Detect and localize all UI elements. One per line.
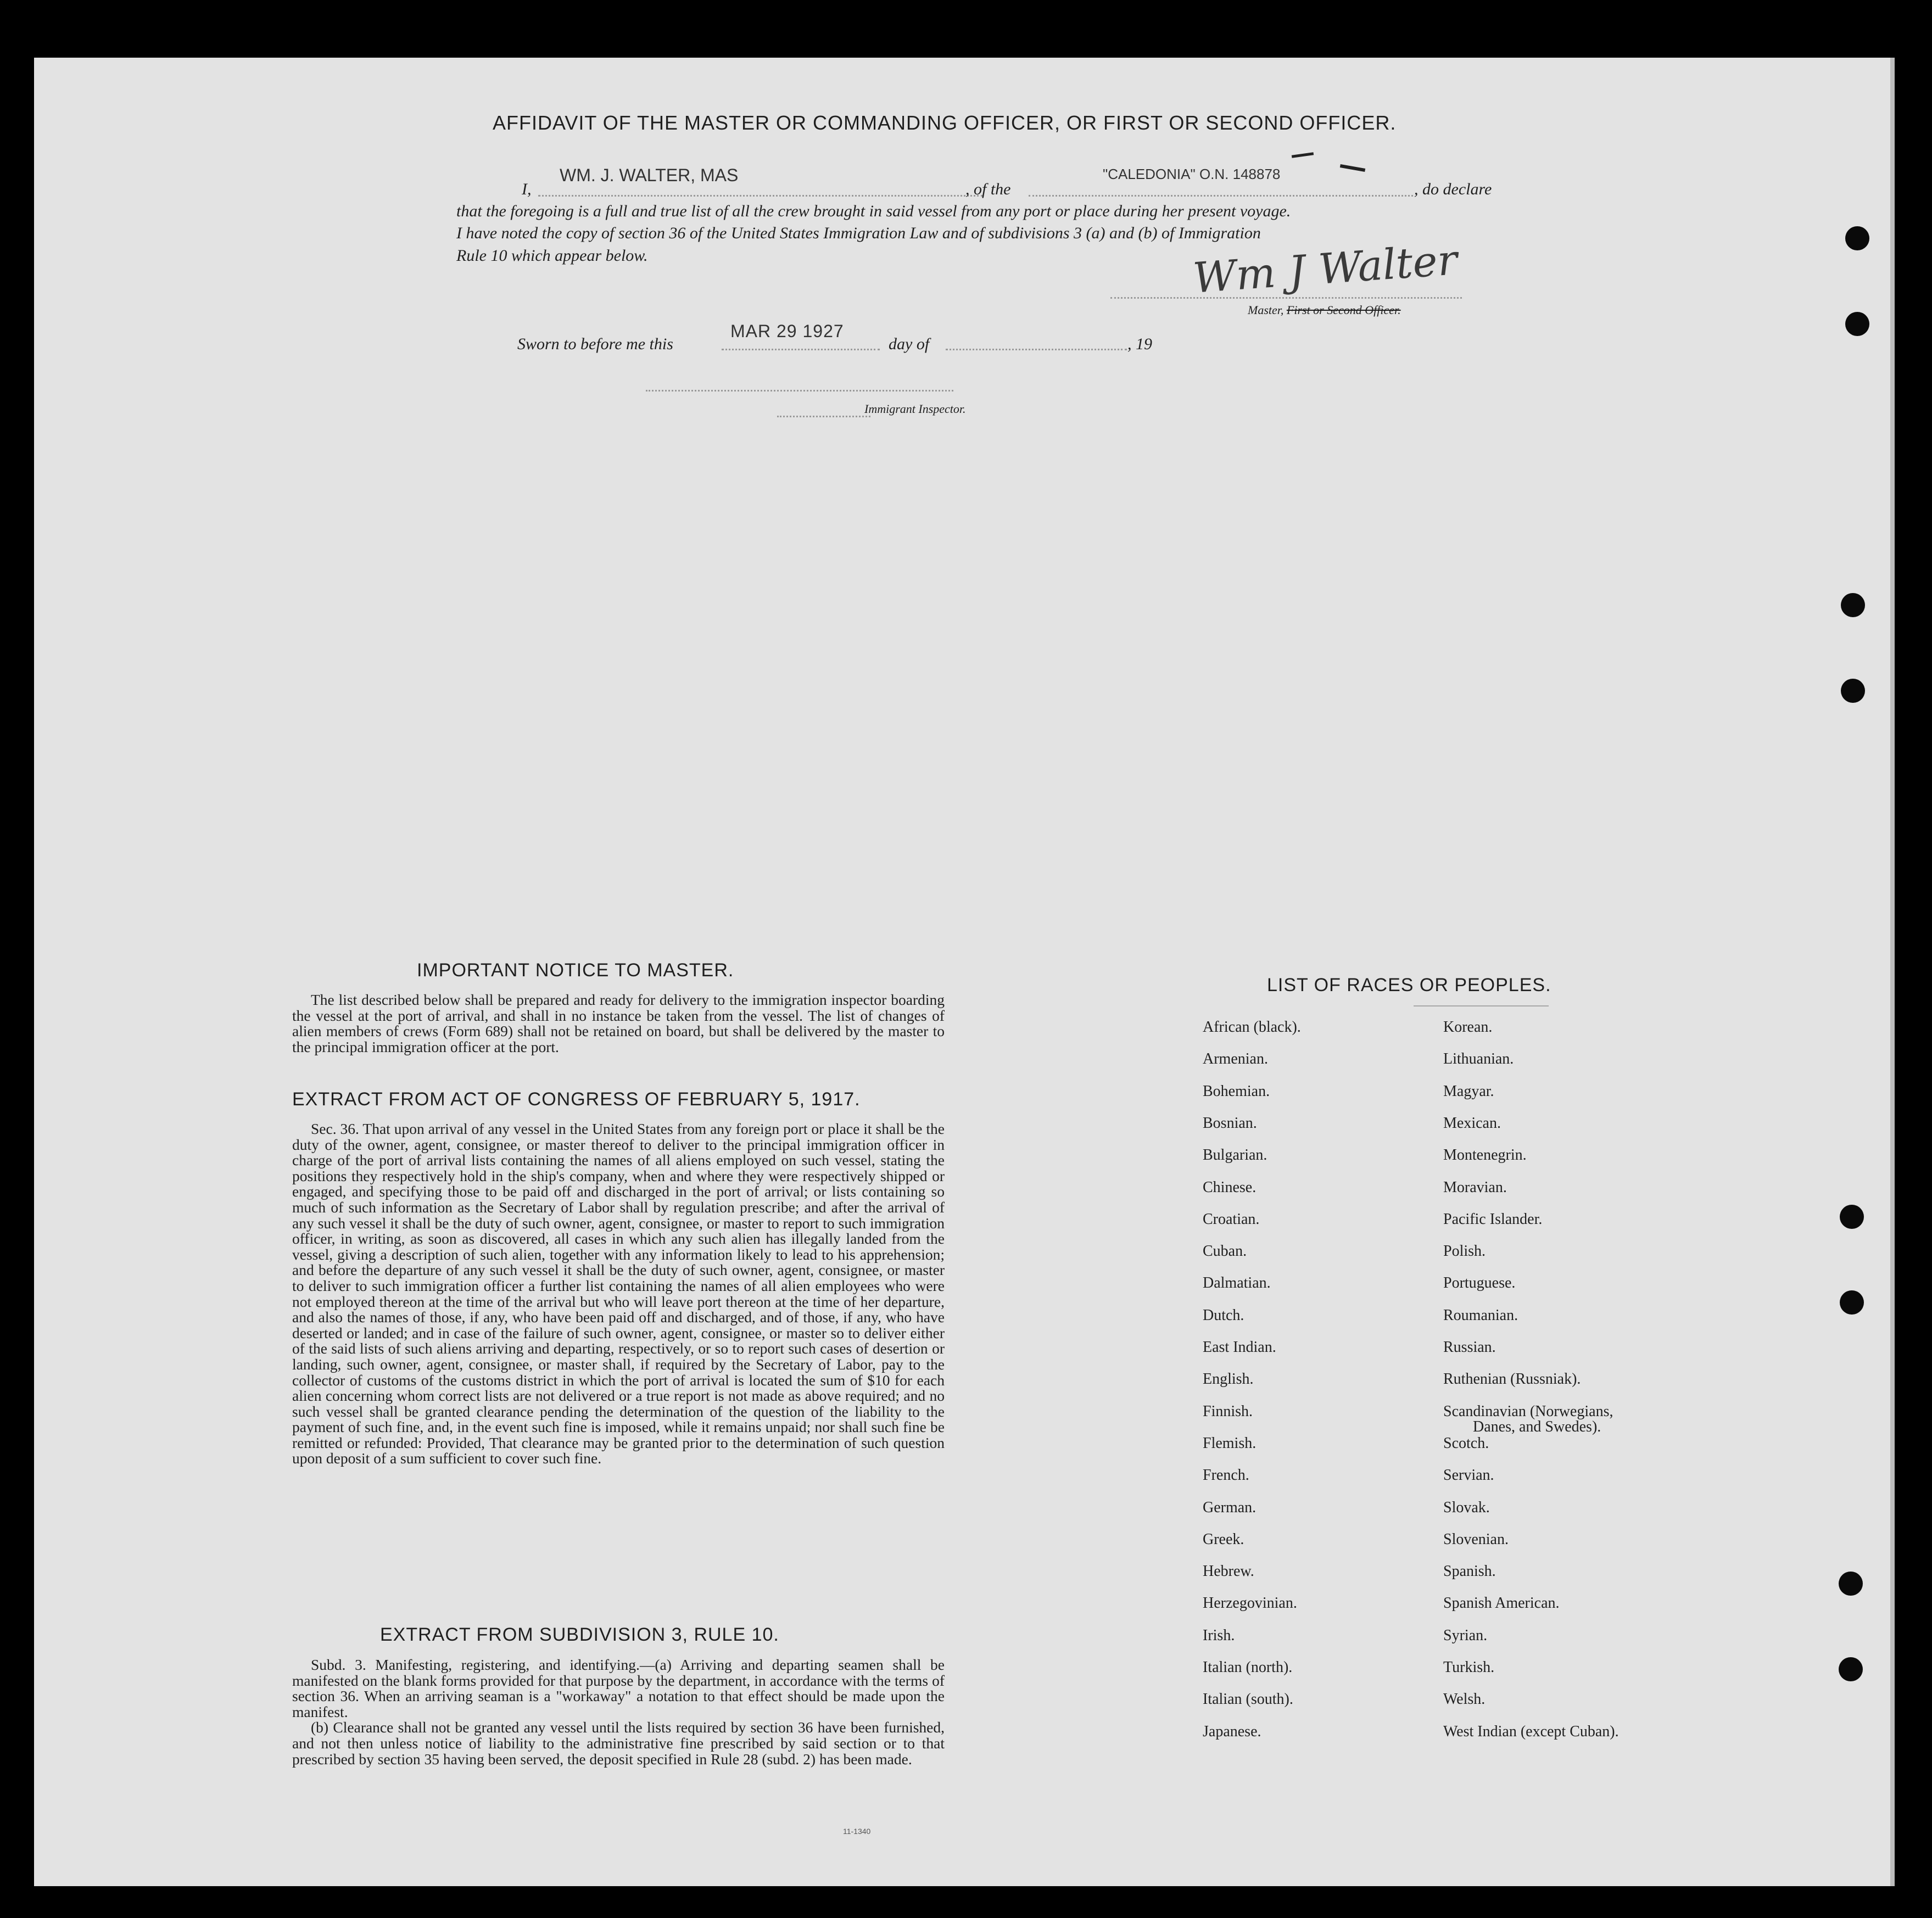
race-item: Korean.	[1443, 1019, 1493, 1036]
signature-caption	[1248, 303, 1401, 317]
race-item: Portuguese.	[1443, 1274, 1516, 1291]
inspector-caption-rule	[777, 416, 870, 417]
punch-hole	[1845, 226, 1869, 250]
race-item: Dalmatian.	[1203, 1274, 1271, 1291]
sworn-label: Sworn to before me this	[517, 335, 673, 353]
race-item: Moravian.	[1443, 1179, 1507, 1196]
sworn-date-stamp: MAR 29 1927	[730, 321, 844, 341]
race-item: Scandinavian (Norwegians,	[1443, 1403, 1613, 1420]
race-item: Mexican.	[1443, 1115, 1501, 1132]
race-item: Pacific Islander.	[1443, 1211, 1543, 1228]
year-prefix: , 19	[1127, 335, 1152, 353]
affidavit-i-label: I,	[522, 180, 532, 198]
race-item: Syrian.	[1443, 1627, 1488, 1644]
rule-paragraph-a: Subd. 3. Manifesting, registering, and identifying.—(a) Arriving and departing seamen shall be manifested on the blank forms provided for that purpose by the department, in accordance with the terms of section 36. When an arriving seaman is a "workaway" a notation to that effect should be made upon the manifest.	[292, 1656, 945, 1720]
vessel-value: "CALEDONIA" O.N. 148878	[1103, 166, 1281, 182]
affidavit-of-the: , of the	[965, 180, 1011, 198]
race-item-continuation: Danes, and Swedes).	[1473, 1418, 1601, 1435]
notice-title: IMPORTANT NOTICE TO MASTER.	[417, 960, 734, 981]
race-item: Lithuanian.	[1443, 1050, 1514, 1067]
race-item: Russian.	[1443, 1339, 1496, 1356]
race-item: East Indian.	[1203, 1339, 1276, 1356]
pen-mark	[1292, 152, 1314, 158]
race-item: Croatian.	[1203, 1211, 1260, 1228]
rule-extract-title: EXTRACT FROM SUBDIVISION 3, RULE 10.	[380, 1624, 779, 1645]
affidavit-line-3: I have noted the copy of section 36 of the United States Immigration Law and of subdivisions 3 (a) and (b) of Immigration	[456, 224, 1261, 242]
master-signature: Wm J Walter	[1191, 235, 1459, 303]
race-item: Chinese.	[1203, 1179, 1257, 1196]
notice-text-block	[292, 992, 945, 1055]
race-item: Servian.	[1443, 1467, 1494, 1484]
punch-hole	[1839, 1572, 1863, 1596]
race-item: Cuban.	[1203, 1243, 1247, 1260]
race-item: Roumanian.	[1443, 1307, 1518, 1324]
master-name-line	[538, 195, 983, 197]
affidavit-title: AFFIDAVIT OF THE MASTER OR COMMANDING OFFICER, OR FIRST OR SECOND OFFICER.	[493, 111, 1397, 134]
race-item: Flemish.	[1203, 1435, 1257, 1452]
races-title: LIST OF RACES OR PEOPLES.	[1267, 975, 1551, 996]
race-item: Montenegrin.	[1443, 1147, 1527, 1164]
race-item: French.	[1203, 1467, 1249, 1484]
vessel-line	[1029, 195, 1413, 197]
punch-hole	[1841, 593, 1865, 617]
race-item: Ruthenian (Russniak).	[1443, 1371, 1581, 1388]
punch-hole	[1841, 679, 1865, 703]
punch-hole	[1845, 312, 1869, 336]
caption-master: Master,	[1248, 303, 1284, 317]
rule-extract-text-block	[292, 1657, 945, 1767]
affidavit-do-declare: , do declare	[1414, 180, 1492, 198]
affidavit-line-2: that the foregoing is a full and true list of all the crew brought in said vessel from any port or place during her present voyage.	[456, 202, 1291, 220]
race-item: Dutch.	[1203, 1307, 1244, 1324]
race-item: Magyar.	[1443, 1083, 1494, 1100]
race-item: Armenian.	[1203, 1050, 1268, 1067]
race-item: Bohemian.	[1203, 1083, 1270, 1100]
inspector-signature-line	[646, 390, 953, 392]
race-item: Hebrew.	[1203, 1563, 1254, 1580]
act-extract-title: EXTRACT FROM ACT OF CONGRESS OF FEBRUARY 5, 1917.	[292, 1089, 861, 1110]
race-item: Herzegovinian.	[1203, 1595, 1297, 1612]
rule-paragraph-b: (b) Clearance shall not be granted any vessel until the lists required by section 36 have been furnished, and not then unless notice of liability to the administrative fine prescribed by said section or to that prescribed by section 35 having been served, the deposit specified in Rule 28 (subd. 2) has been made.	[292, 1719, 945, 1768]
affidavit-line-4: Rule 10 which appear below.	[456, 247, 648, 265]
race-item: German.	[1203, 1499, 1257, 1516]
race-item: Spanish.	[1443, 1563, 1496, 1580]
race-item: Japanese.	[1203, 1723, 1261, 1740]
master-name-value: WM. J. WALTER, MAS	[560, 165, 739, 185]
race-item: African (black).	[1203, 1019, 1301, 1036]
document-page	[34, 58, 1895, 1886]
race-item: Bosnian.	[1203, 1115, 1257, 1132]
race-item: Scotch.	[1443, 1435, 1489, 1452]
day-of-label: day of	[889, 335, 930, 353]
race-item: Irish.	[1203, 1627, 1235, 1644]
act-extract-text-block	[292, 1121, 945, 1467]
race-item: Slovenian.	[1443, 1531, 1509, 1548]
page-edge	[1890, 58, 1895, 1886]
race-item: Finnish.	[1203, 1403, 1253, 1420]
pen-mark	[1340, 164, 1365, 172]
race-item: Greek.	[1203, 1531, 1244, 1548]
act-section-36: Sec. 36. That upon arrival of any vessel in the United States from any foreign port or place it shall be the duty of the owner, agent, consignee, or master thereof to deliver to the principal immigration officer in charge of the port of arrival lists containing the names of all aliens employed on such vessel, stating the positions they respectively hold in the ship's company, when and where they were respectively shipped or engaged, and specifying those to be paid off and discharged in the port of arrival; or lists containing so much of such information as the Secretary of Labor shall by regulation prescribe; and after the arrival of any such vessel it shall be the duty of such owner, agent, consignee, or master to report to such immigration officer, in writing, as soon as discovered, all cases in which any such alien has illegally landed from the vessel, giving a description of such alien, together with any information likely to lead to his apprehension; and before the departure of any such vessel it shall be the duty of such owner, agent, consignee, or master to deliver to such immigration officer a further list containing the names of all alien employees who were not employed thereon at the time of the arrival but who will leave port thereon at the time of her departure, and also the names of those, if any, who have been paid off and discharged, and of those, if any, who have deserted or landed; and in case of the failure of such owner, agent, consignee, or master so to deliver either of the said lists of such aliens arriving and departing, respectively, or so to report such cases of desertion or landing, such owner, agent, consignee, or master shall, if required by the Secretary of Labor, pay to the collector of customs of the customs district in which the port of arrival is located the sum of $10 for each alien concerning whom correct lists are not delivered or a true report is not made as above required; and no such vessel shall be granted clearance pending the determination of the question of the liability to the payment of such fine, and, in the event such fine is imposed, while it remains unpaid; nor shall such fine be remitted or refunded: Provided, That clearance may be granted prior to the determination of such question upon deposit of a sum sufficient to cover such fine.	[292, 1120, 945, 1467]
races-title-rule	[1414, 1005, 1549, 1006]
race-item: Italian (north).	[1203, 1659, 1293, 1676]
race-item: Polish.	[1443, 1243, 1486, 1260]
notice-paragraph: The list described below shall be prepared and ready for delivery to the immigration inspector boarding the vessel at the port of arrival, and shall in no instance be taken from the vessel. The list of changes of alien members of crews (Form 689) shall not be retained on board, but shall be delivered by the master to the principal immigration officer at the port.	[292, 991, 945, 1055]
signature-line	[1110, 297, 1462, 299]
punch-hole	[1840, 1290, 1864, 1315]
race-item: Slovak.	[1443, 1499, 1490, 1516]
form-number: 11-1340	[843, 1827, 871, 1836]
inspector-caption: Immigrant Inspector.	[864, 402, 966, 416]
month-line	[946, 349, 1127, 350]
race-item: Spanish American.	[1443, 1595, 1560, 1612]
race-item: Welsh.	[1443, 1691, 1486, 1708]
race-item: Turkish.	[1443, 1659, 1495, 1676]
caption-struck-officer: First or Second Officer.	[1286, 303, 1401, 317]
punch-hole	[1839, 1657, 1863, 1681]
race-item: Bulgarian.	[1203, 1147, 1267, 1164]
races-list	[1203, 1019, 1730, 1740]
race-item: West Indian (except Cuban).	[1443, 1723, 1619, 1740]
race-item: Italian (south).	[1203, 1691, 1293, 1708]
sworn-date-line	[722, 349, 880, 350]
punch-hole	[1840, 1205, 1864, 1229]
race-item: English.	[1203, 1371, 1254, 1388]
